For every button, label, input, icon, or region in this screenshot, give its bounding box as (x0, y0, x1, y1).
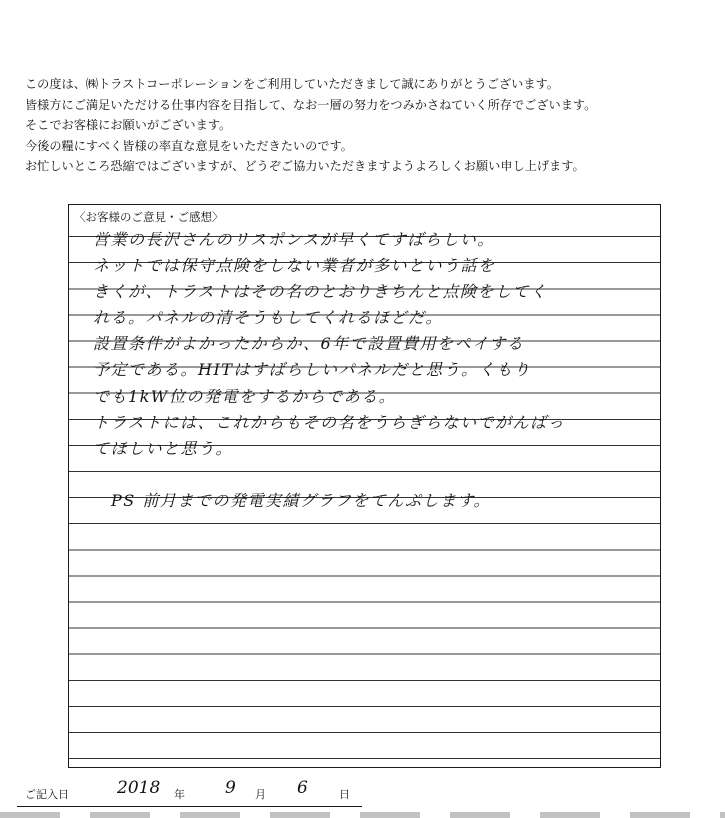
entry-date-year-unit: 年 (174, 788, 185, 801)
entry-date-day: 6 (297, 778, 308, 798)
entry-date-month: 9 (225, 778, 236, 798)
intro-line: お忙しいところ恐縮ではございますが、どうぞご協力いただきますようよろしくお願い申し上げます。 (25, 159, 585, 173)
feedback-line: 営業の長沢さんのリスポンスが早くてすばらしい。 (93, 230, 495, 249)
entry-date-day-unit: 日 (339, 788, 350, 801)
intro-line: そこでお客様にお願いがございます。 (25, 118, 232, 132)
entry-date-row (17, 776, 362, 807)
feedback-box (68, 204, 661, 768)
feedback-line: きくが、トラストはその名のとおりきちんと点険をしてく (93, 282, 548, 302)
feedback-line: 予定である。HITはすばらしいパネルだと思う。くもり (93, 360, 531, 380)
entry-date-label: ご記入日 (25, 788, 69, 801)
feedback-box-title: 〈お客様のご意見・ご感想〉 (74, 210, 224, 224)
feedback-line: 設置条件がよかったからか、6年で設置費用をペイする (93, 334, 525, 354)
feedback-line: ネットでは保守点険をしない業者が多いという話を (93, 256, 496, 276)
feedback-line: れる。パネルの清そうもしてくれるほどだ。 (93, 308, 444, 328)
feedback-ps-line: PS 前月までの発電実績グラフをてんぷします。 (111, 490, 492, 510)
feedback-line: トラストには、これからもその名をうらぎらないでがんばっ (93, 412, 566, 432)
intro-line: この度は、㈱トラストコーポレーションをご利用していただきまして誠にありがとうございます。 (25, 77, 559, 91)
entry-date-year: 2018 (117, 778, 161, 798)
handwritten-feedback (93, 227, 658, 514)
entry-date-month-unit: 月 (255, 788, 266, 801)
intro-line: 今後の糧にすべく皆様の率直な意見をいただきたいのです。 (25, 138, 353, 153)
intro-line: 皆様方にご満足いただける仕事内容を目指して、なお一層の努力をつみかさねていく所存でございます。 (25, 97, 597, 112)
feedback-line: でも1kW位の発電をするからである。 (93, 386, 397, 406)
page-edge-artifact (0, 812, 725, 818)
feedback-line: てほしいと思う。 (93, 438, 234, 458)
intro-message (25, 74, 705, 177)
